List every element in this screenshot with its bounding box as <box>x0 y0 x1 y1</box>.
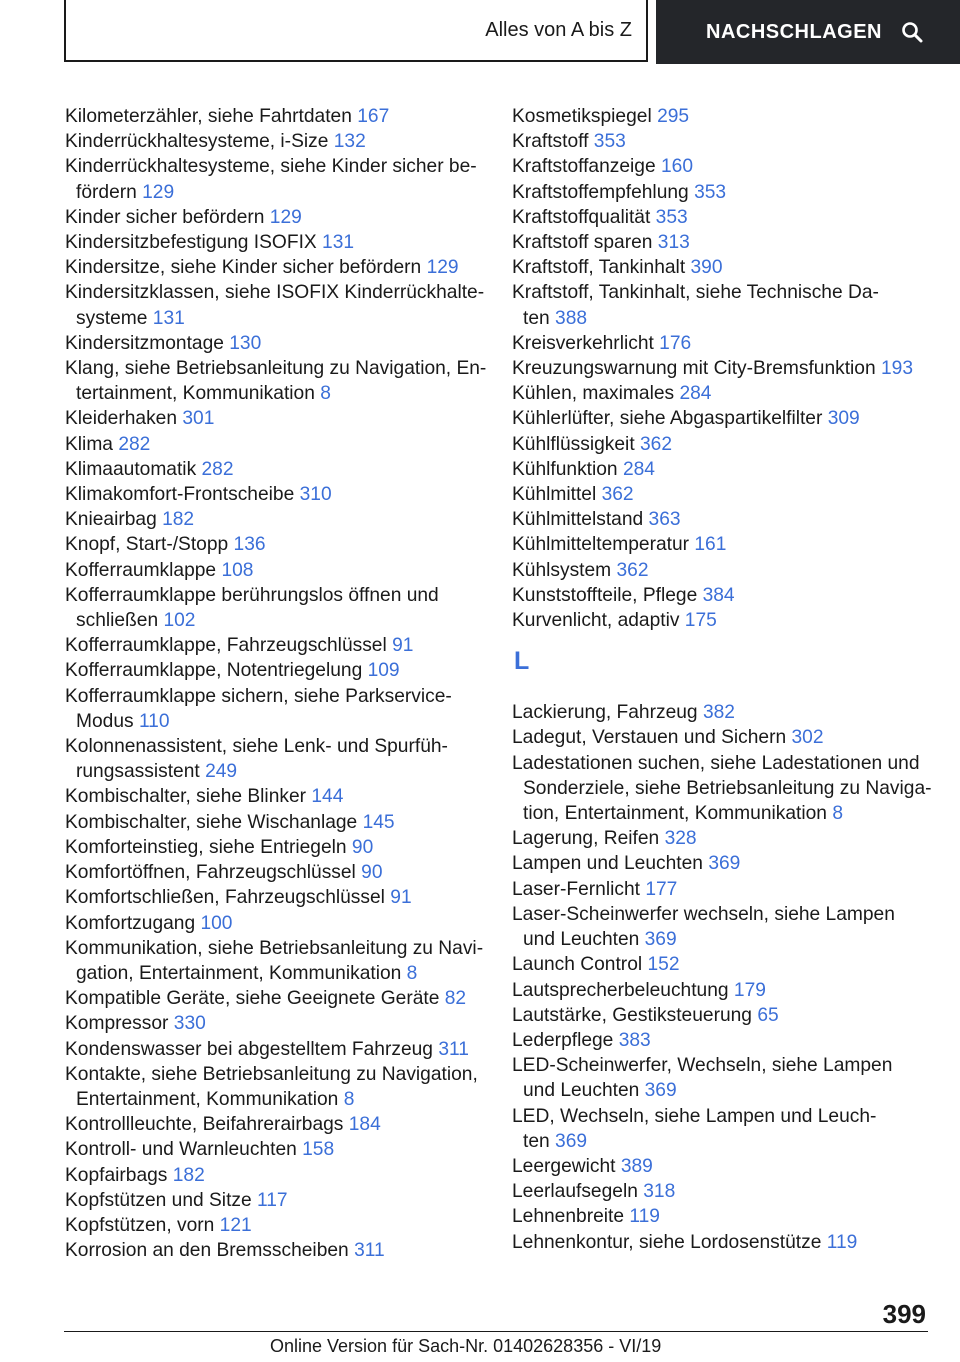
index-entry <box>65 835 485 860</box>
page-link[interactable]: 383 <box>618 1029 651 1051</box>
entry-text: Knopf, Start-/Stopp <box>65 534 229 556</box>
page-link[interactable]: 161 <box>694 534 727 556</box>
index-entry <box>65 1062 485 1112</box>
page-link[interactable]: 119 <box>826 1231 858 1253</box>
index-entry <box>512 331 932 356</box>
page-link[interactable]: 362 <box>601 484 634 506</box>
entry-text: Lehnenbreite <box>512 1206 625 1228</box>
page-link[interactable]: 91 <box>392 635 414 657</box>
page-link[interactable]: 302 <box>791 727 824 749</box>
page-link[interactable]: 144 <box>311 786 344 808</box>
entry-text: Komfortöffnen, Fahrzeugschlüssel <box>65 862 356 884</box>
page-link[interactable]: 389 <box>620 1155 653 1177</box>
entry-text: Kraftstoff <box>512 131 589 153</box>
footer-version-text: Online Version für Sach-Nr. 01402628356 - VI/19 <box>270 1336 662 1356</box>
index-entry <box>65 432 485 457</box>
index-entry <box>512 1204 932 1229</box>
page-link[interactable]: 158 <box>302 1139 335 1161</box>
index-entry <box>512 1003 932 1028</box>
entry-text: tion, Entertainment, Kommunikation <box>523 803 827 825</box>
page-link[interactable]: 310 <box>299 484 332 506</box>
page-link[interactable]: 110 <box>138 710 170 732</box>
index-entry <box>65 986 485 1011</box>
entry-text: Kühlen, maximales <box>512 383 675 405</box>
page-link[interactable]: 131 <box>152 307 185 329</box>
index-group-k <box>512 104 932 633</box>
index-entry <box>512 558 932 583</box>
index-entry <box>512 1028 932 1053</box>
entry-text: Kontrollleuchte, Beifahrerairbags <box>65 1114 344 1136</box>
entry-text: Kühlmittelstand <box>512 509 644 531</box>
entry-text: Kopfairbags <box>65 1164 168 1186</box>
entry-text: Leerlaufsegeln <box>512 1181 638 1203</box>
page-link[interactable]: 175 <box>684 610 717 632</box>
entry-text: Lampen und Leuchten <box>512 853 703 875</box>
index-entry <box>65 1137 485 1162</box>
entry-text: Klang, siehe Betriebsanleitung zu Navigation, En- <box>65 358 487 380</box>
page-link[interactable]: 301 <box>182 408 215 430</box>
page-link[interactable]: 284 <box>679 383 712 405</box>
entry-text: Kindersitzklassen, siehe ISOFIX Kinderrückhalte- <box>65 282 485 304</box>
entry-text: Lackierung, Fahrzeug <box>512 702 698 724</box>
page-link[interactable]: 193 <box>881 358 914 380</box>
entry-text: Launch Control <box>512 954 643 976</box>
entry-text: Kühlmitteltemperatur <box>512 534 690 556</box>
page-link[interactable]: 129 <box>142 181 175 203</box>
page-link[interactable]: 167 <box>357 106 390 127</box>
index-entry <box>512 700 932 725</box>
entry-text: Kommunikation, siehe Betriebsanleitung zu Navi- <box>65 937 484 959</box>
index-group-l <box>512 700 932 1254</box>
index-entry <box>65 911 485 936</box>
index-entry <box>512 583 932 608</box>
page-link[interactable]: 160 <box>661 156 694 178</box>
entry-text: Kunststoffteile, Pflege <box>512 584 698 606</box>
index-entry <box>512 230 932 255</box>
page-header <box>64 0 960 66</box>
index-entry <box>512 457 932 482</box>
page-link[interactable]: 152 <box>647 954 680 976</box>
page-link[interactable]: 131 <box>322 232 355 254</box>
entry-text: Laser-Scheinwerfer wechseln, siehe Lampen <box>512 903 895 925</box>
entry-text: schließen <box>76 610 159 632</box>
index-entry <box>65 1112 485 1137</box>
index-entry <box>512 381 932 406</box>
page-link[interactable]: 8 <box>832 803 843 825</box>
index-entry <box>512 1179 932 1204</box>
index-entry <box>65 1238 485 1263</box>
page-link[interactable]: 390 <box>690 257 723 279</box>
page-link[interactable]: 176 <box>659 332 692 354</box>
entry-text: Kopfstützen und Sitze <box>65 1189 252 1211</box>
index-entry <box>512 280 932 330</box>
page-link[interactable]: 295 <box>657 106 690 127</box>
entry-text: Komfortschließen, Fahrzeugschlüssel <box>65 887 385 909</box>
index-entry <box>65 885 485 910</box>
index-entry <box>65 532 485 557</box>
page-link[interactable]: 100 <box>200 912 233 934</box>
index-entry <box>65 936 485 986</box>
entry-text: Kofferraumklappe, Notentriegelung <box>65 660 363 682</box>
search-icon[interactable] <box>900 20 924 44</box>
page-link[interactable]: 328 <box>664 828 697 850</box>
section-letter-heading: L <box>514 647 530 676</box>
entry-text: Kinderrückhaltesysteme, i-Size <box>65 131 329 153</box>
page-link[interactable]: 311 <box>438 1038 469 1060</box>
index-entry <box>512 406 932 431</box>
index-entry <box>512 205 932 230</box>
index-entry <box>512 952 932 977</box>
entry-text: Modus <box>76 710 134 732</box>
page-link[interactable]: 90 <box>351 836 374 858</box>
entry-text: Komfortzugang <box>65 912 196 934</box>
page-link[interactable]: 121 <box>219 1214 252 1236</box>
page-link[interactable]: 184 <box>348 1114 381 1136</box>
entry-text: Korrosion an den Bremsscheiben <box>65 1240 349 1262</box>
page-link[interactable]: 129 <box>269 206 302 228</box>
entry-text: Kindersitzbefestigung ISOFIX <box>65 232 317 254</box>
index-entry <box>512 725 932 750</box>
entry-text: Kilometerzähler, siehe Fahrtdaten <box>65 106 352 127</box>
index-entry <box>65 255 485 280</box>
entry-text: Lederpflege <box>512 1029 614 1051</box>
entry-text: Kindersitze, siehe Kinder sicher befördern <box>65 257 422 279</box>
entry-text: Kraftstoffempfehlung <box>512 181 689 203</box>
page-link[interactable]: 353 <box>593 131 626 153</box>
entry-text: Kompressor <box>65 1013 169 1035</box>
index-entry <box>512 751 932 827</box>
page-link[interactable]: 117 <box>257 1189 288 1211</box>
page-link[interactable]: 102 <box>163 610 196 632</box>
nachschlagen-label: NACHSCHLAGEN <box>706 20 882 43</box>
index-entry <box>512 1154 932 1179</box>
entry-text: Kühlerlüfter, siehe Abgaspartikelfilter <box>512 408 823 430</box>
entry-text: Lautsprecherbeleuchtung <box>512 979 729 1001</box>
page-link[interactable]: 311 <box>354 1240 385 1262</box>
entry-text: ten <box>523 307 550 329</box>
page-link[interactable]: 8 <box>406 962 418 984</box>
entry-text: Kreuzungswarnung mit City-Bremsfunktion <box>512 358 876 380</box>
index-column-left <box>65 104 485 1263</box>
page-link[interactable]: 284 <box>622 458 655 480</box>
index-entry <box>65 280 485 330</box>
entry-text: Kofferraumklappe, Fahrzeugschlüssel <box>65 635 387 657</box>
entry-text: Komforteinstieg, siehe Entriegeln <box>65 836 347 858</box>
index-entry <box>65 684 485 734</box>
page-link[interactable]: 132 <box>333 131 366 153</box>
entry-text: Kreisverkehrlicht <box>512 332 654 354</box>
entry-text: Kinderrückhaltesysteme, siehe Kinder sicher be- <box>65 156 477 178</box>
entry-text: und Leuchten <box>523 929 640 951</box>
index-entry <box>65 1213 485 1238</box>
index-entry <box>512 1230 932 1255</box>
entry-text: Kinder sicher befördern <box>65 206 265 228</box>
page-link[interactable]: 129 <box>426 257 459 279</box>
index-entry <box>65 205 485 230</box>
index-entry <box>65 860 485 885</box>
entry-text: und Leuchten <box>523 1080 640 1102</box>
page-link[interactable]: 313 <box>657 232 690 254</box>
entry-text: Kühlsystem <box>512 559 612 581</box>
entry-text: Sonderziele, siehe Betriebsanleitung zu Naviga- <box>523 777 932 799</box>
page-link[interactable]: 362 <box>616 559 649 581</box>
page-link[interactable]: 130 <box>229 332 262 354</box>
page-link[interactable]: 282 <box>201 458 234 480</box>
entry-text: Lautstärke, Gestiksteuerung <box>512 1004 752 1026</box>
entry-text: Laser-Fernlicht <box>512 878 640 900</box>
entry-text: Kühlmittel <box>512 484 597 506</box>
index-entry <box>65 583 485 633</box>
page-link[interactable]: 282 <box>118 433 151 455</box>
page-link[interactable]: 309 <box>827 408 860 430</box>
page-link[interactable]: 109 <box>367 660 400 682</box>
index-entry <box>65 331 485 356</box>
page-link[interactable]: 369 <box>644 929 677 951</box>
index-entry <box>65 658 485 683</box>
index-entry <box>512 902 932 952</box>
index-entry <box>65 633 485 658</box>
entry-text: Entertainment, Kommunikation <box>76 1088 339 1110</box>
entry-text: fördern <box>76 181 137 203</box>
entry-text: Kraftstoff sparen <box>512 232 653 254</box>
page-link[interactable]: 136 <box>233 534 266 556</box>
index-entry <box>65 1188 485 1213</box>
entry-text: Kondenswasser bei abgestelltem Fahrzeug <box>65 1038 433 1060</box>
page-link[interactable]: 177 <box>645 878 678 900</box>
index-entry <box>512 356 932 381</box>
page-link[interactable]: 384 <box>702 584 735 606</box>
index-entry <box>65 129 485 154</box>
page-link[interactable]: 318 <box>643 1181 676 1203</box>
page-link[interactable]: 388 <box>555 307 588 329</box>
entry-text: Kosmetikspiegel <box>512 106 652 127</box>
nachschlagen-tab[interactable] <box>656 0 960 64</box>
entry-text: Kolonnenassistent, siehe Lenk- und Spurfüh- <box>65 736 448 758</box>
index-column-right <box>512 104 932 1255</box>
index-entry <box>65 406 485 431</box>
entry-text: Kofferraumklappe <box>65 559 217 581</box>
page-link[interactable]: 363 <box>648 509 681 531</box>
page-link[interactable]: 369 <box>644 1080 677 1102</box>
page-link[interactable]: 362 <box>640 433 673 455</box>
index-entry <box>65 482 485 507</box>
index-entry <box>512 1053 932 1103</box>
entry-text: systeme <box>76 307 148 329</box>
index-entry <box>65 1037 485 1062</box>
index-entry <box>512 180 932 205</box>
section-title: Alles von A bis Z <box>485 18 632 41</box>
entry-text: rungsassistent <box>76 761 200 783</box>
entry-text: Kombischalter, siehe Blinker <box>65 786 307 808</box>
entry-text: ten <box>523 1130 550 1152</box>
entry-text: Kontakte, siehe Betriebsanleitung zu Navigation, <box>65 1063 478 1085</box>
index-entry <box>512 1104 932 1154</box>
page-link[interactable]: 353 <box>694 181 727 203</box>
index-entry <box>65 356 485 406</box>
entry-text: Knieairbag <box>65 509 157 531</box>
entry-text: Kühlfunktion <box>512 458 618 480</box>
page-link[interactable]: 382 <box>702 702 735 724</box>
entry-text: Kühlflüssigkeit <box>512 433 635 455</box>
page-link[interactable]: 119 <box>629 1206 660 1228</box>
entry-text: Kofferraumklappe sichern, siehe Parkservice- <box>65 685 452 707</box>
index-entry <box>65 507 485 532</box>
index-entry <box>65 558 485 583</box>
entry-text: Kompatible Geräte, siehe Geeignete Geräte <box>65 988 440 1010</box>
page-link[interactable]: 91 <box>390 887 412 909</box>
entry-text: LED-Scheinwerfer, Wechseln, siehe Lampen <box>512 1055 893 1077</box>
index-entry <box>512 608 932 633</box>
page-link[interactable]: 182 <box>162 509 195 531</box>
page-link[interactable]: 82 <box>444 988 467 1010</box>
page-link[interactable]: 8 <box>343 1088 355 1110</box>
section-tab[interactable] <box>64 0 648 62</box>
page-number: 399 <box>882 1299 926 1329</box>
index-entry <box>65 230 485 255</box>
entry-text: Kurvenlicht, adaptiv <box>512 610 680 632</box>
entry-text: Kraftstoffanzeige <box>512 156 656 178</box>
index-entry <box>65 784 485 809</box>
page-link[interactable]: 8 <box>320 383 331 405</box>
page-link[interactable]: 369 <box>708 853 741 875</box>
entry-text: Leergewicht <box>512 1155 616 1177</box>
index-entry <box>65 1011 485 1036</box>
index-entry <box>512 154 932 179</box>
entry-text: Kontroll- und Warnleuchten <box>65 1139 297 1161</box>
page-link[interactable]: 145 <box>362 811 395 833</box>
index-entry <box>512 978 932 1003</box>
index-entry <box>65 154 485 204</box>
entry-text: LED, Wechseln, siehe Lampen und Leuch- <box>512 1105 877 1127</box>
entry-text: Kraftstoffqualität <box>512 206 651 228</box>
entry-text: Ladegut, Verstauen und Sichern <box>512 727 787 749</box>
entry-text: Kraftstoff, Tankinhalt, siehe Technische Da- <box>512 282 879 304</box>
index-entry <box>512 851 932 876</box>
index-entry <box>65 104 485 129</box>
index-entry <box>512 482 932 507</box>
index-entry <box>65 734 485 784</box>
page-link[interactable]: 182 <box>172 1164 205 1186</box>
footer <box>270 1336 661 1357</box>
index-entry <box>512 104 932 129</box>
page-link[interactable]: 353 <box>655 206 688 228</box>
entry-text: Lehnenkontur, siehe Lordosenstütze <box>512 1231 822 1253</box>
index-entry <box>512 129 932 154</box>
index-entry <box>65 1163 485 1188</box>
entry-text: Kopfstützen, vorn <box>65 1214 215 1236</box>
entry-text: tertainment, Kommunikation <box>76 383 315 405</box>
footer-divider <box>64 1331 928 1332</box>
index-entry <box>512 507 932 532</box>
entry-text: Kombischalter, siehe Wischanlage <box>65 811 358 833</box>
page-link[interactable]: 65 <box>757 1004 779 1026</box>
entry-text: Kleiderhaken <box>65 408 178 430</box>
page-link[interactable]: 369 <box>555 1130 588 1152</box>
entry-text: gation, Entertainment, Kommunikation <box>76 962 402 984</box>
entry-text: Klimaautomatik <box>65 458 197 480</box>
index-entry <box>512 532 932 557</box>
page-link[interactable]: 330 <box>173 1013 206 1035</box>
entry-text: Lagerung, Reifen <box>512 828 660 850</box>
entry-text: Kindersitzmontage <box>65 332 224 354</box>
index-entry <box>65 457 485 482</box>
entry-text: Klimakomfort-Frontscheibe <box>65 484 295 506</box>
entry-text: Kofferraumklappe berührungslos öffnen und <box>65 584 439 606</box>
page-link[interactable]: 90 <box>361 862 383 884</box>
entry-text: Ladestationen suchen, siehe Ladestationen und <box>512 752 920 774</box>
index-entry <box>512 877 932 902</box>
entry-text: Klima <box>65 433 113 455</box>
page-link[interactable]: 249 <box>205 761 238 783</box>
entry-text: Kraftstoff, Tankinhalt <box>512 257 686 279</box>
page-link[interactable]: 108 <box>221 559 254 581</box>
page-link[interactable]: 179 <box>733 979 766 1001</box>
index-entry <box>512 826 932 851</box>
index-entry <box>65 810 485 835</box>
index-entry <box>512 255 932 280</box>
index-entry <box>512 432 932 457</box>
